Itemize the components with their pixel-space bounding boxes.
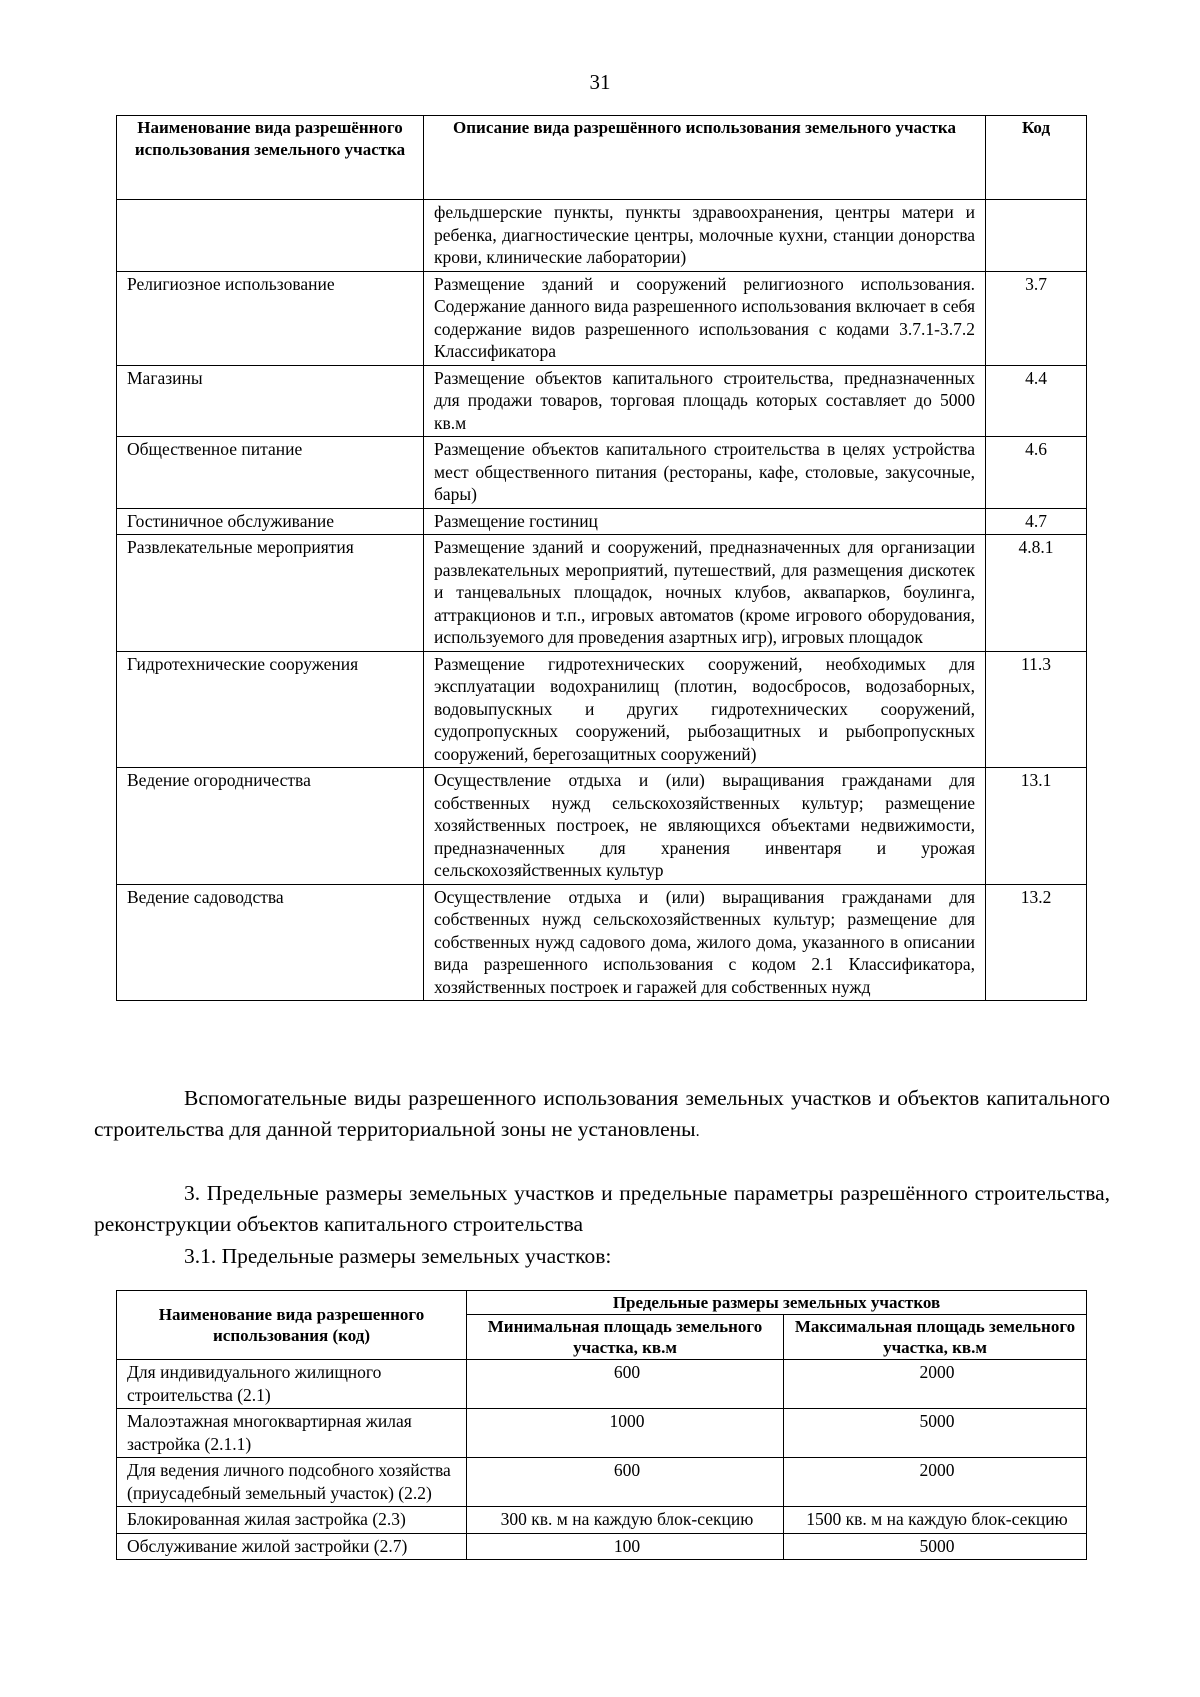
max-area: 5000 [784,1533,1087,1560]
use-description: Размещение гостиниц [424,508,986,535]
use-name: Ведение садоводства [117,884,424,1001]
use-name: Развлекательные мероприятия [117,535,424,652]
header-size-limits: Предельные размеры земельных участков [467,1291,1087,1315]
use-name: Для ведения личного подсобного хозяйства (приусадебный земельный участок) (2.2) [117,1458,467,1507]
use-description: Осуществление отдыха и (или) выращивания гражданами для собственных нужд сельскохозяйственных культур; размещение хозяйственных построек, не являющихся объектами недвижимости, предназначенных для хранения инвентаря и урожая сельскохозяйственных культур [424,768,986,885]
section-3-1-heading: 3.1. Предельные размеры земельных участков: [184,1244,612,1268]
header-code: Код [986,116,1087,200]
use-code: 3.7 [986,271,1087,365]
use-code: 4.8.1 [986,535,1087,652]
use-code: 13.1 [986,768,1087,885]
use-description: фельдшерские пункты, пункты здравоохранения, центры матери и ребенка, диагностические центры, молочные кухни, станции донорства крови, клинические лаборатории) [424,200,986,272]
use-name: Малоэтажная многоквартирная жилая застройка (2.1.1) [117,1409,467,1458]
use-code [986,200,1087,272]
use-description: Размещение зданий и сооружений религиозного использования. Содержание данного вида разрешенного использования включает в себя содержание видов разрешенного использования с кодами 3.7.1-3.7.2 Классификатора [424,271,986,365]
table-row [117,1533,1087,1560]
header-max-area: Максимальная площадь земельного участка, кв.м [784,1315,1087,1360]
page-number: 31 [589,70,611,94]
use-description: Размещение объектов капитального строительства в целях устройства мест общественного питания (рестораны, кафе, столовые, закусочные, бары) [424,437,986,509]
auxiliary-uses-end: . [695,1123,700,1140]
table-row [117,884,1087,1001]
use-name: Магазины [117,365,424,437]
permitted-use-table [116,115,1087,1001]
use-name: Религиозное использование [117,271,424,365]
min-area: 600 [467,1458,784,1507]
table-row [117,271,1087,365]
table-row [117,1507,1087,1534]
header-use-name: Наименование вида разрешённого использования земельного участка [117,116,424,200]
use-name: Гостиничное обслуживание [117,508,424,535]
min-area: 600 [467,1360,784,1409]
use-name: Гидротехнические сооружения [117,651,424,768]
max-area: 2000 [784,1458,1087,1507]
max-area: 5000 [784,1409,1087,1458]
header-use-name: Наименование вида разрешенного использования (код) [117,1291,467,1360]
table-header-row [117,116,1087,200]
min-area: 300 кв. м на каждую блок-секцию [467,1507,784,1534]
max-area: 1500 кв. м на каждую блок-секцию [784,1507,1087,1534]
plot-size-limits-table [116,1290,1087,1560]
auxiliary-uses-paragraph [94,1083,1110,1147]
table-row [117,1458,1087,1507]
use-description: Размещение объектов капитального строительства, предназначенных для продажи товаров, торговая площадь которых составляет до 5000 кв.м [424,365,986,437]
min-area: 100 [467,1533,784,1560]
header-min-area: Минимальная площадь земельного участка, кв.м [467,1315,784,1360]
use-name: Общественное питание [117,437,424,509]
use-code: 13.2 [986,884,1087,1001]
use-name: Блокированная жилая застройка (2.3) [117,1507,467,1534]
header-use-description: Описание вида разрешённого использования земельного участка [424,116,986,200]
section-3-heading: 3. Предельные размеры земельных участков и предельные параметры разрешённого строительства, реконструкции объектов капитального строительства [94,1181,1110,1236]
use-name: Ведение огородничества [117,768,424,885]
use-name: Для индивидуального жилищного строительства (2.1) [117,1360,467,1409]
use-name [117,200,424,272]
min-area: 1000 [467,1409,784,1458]
table-row [117,437,1087,509]
max-area: 2000 [784,1360,1087,1409]
table-row [117,535,1087,652]
table-row [117,200,1087,272]
table-row [117,651,1087,768]
use-code: 4.7 [986,508,1087,535]
use-name: Обслуживание жилой застройки (2.7) [117,1533,467,1560]
auxiliary-uses-text: Вспомогательные виды разрешенного использования земельных участков и объектов капитального строительства для данной территориальной зоны не установлены [94,1086,1110,1141]
table-row [117,1409,1087,1458]
table-row [117,1360,1087,1409]
use-description: Размещение гидротехнических сооружений, необходимых для эксплуатации водохранилищ (плотин, водосбросов, водозаборных, водовыпускных и других гидротехнических сооружений, судопропускных сооружений, рыбозащитных и рыбопропускных сооружений, берегозащитных сооружений) [424,651,986,768]
table-header-row [117,1291,1087,1315]
use-description: Размещение зданий и сооружений, предназначенных для организации развлекательных мероприятий, путешествий, для размещения дискотек и танцевальных площадок, ночных клубов, аквапарков, боулинга, аттракционов и т.п., игровых автоматов (кроме игрового оборудования, используемого для проведения азартных игр), игровых площадок [424,535,986,652]
table-row [117,768,1087,885]
use-code: 11.3 [986,651,1087,768]
table-row [117,508,1087,535]
use-description: Осуществление отдыха и (или) выращивания гражданами для собственных нужд сельскохозяйственных культур; размещение для собственных нужд садового дома, жилого дома, указанного в описании вида разрешенного использования с кодом 2.1 Классификатора, хозяйственных построек и гаражей для собственных нужд [424,884,986,1001]
table-row [117,365,1087,437]
use-code: 4.4 [986,365,1087,437]
use-code: 4.6 [986,437,1087,509]
